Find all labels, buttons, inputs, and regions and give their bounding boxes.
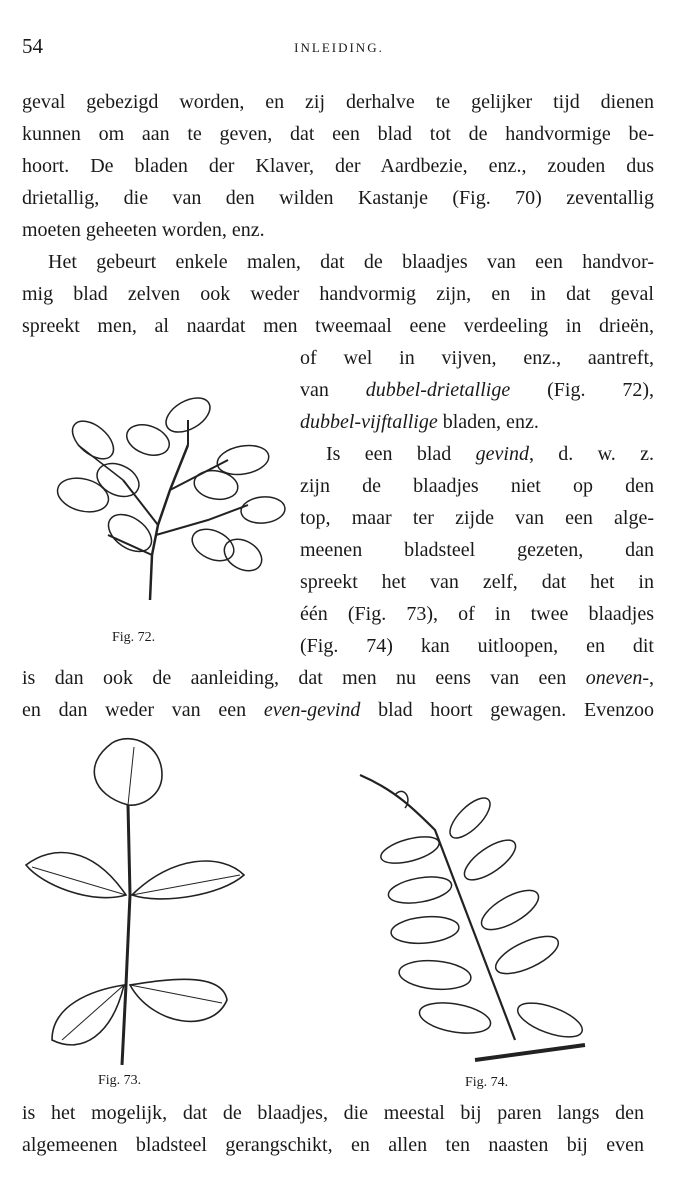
text-run: , [649,667,654,689]
figure-72-leaf-illustration [38,385,288,605]
text-line: kunnen om aan te geven, dat een blad tot de handvormige be- [22,123,654,145]
text-run: en dan weder van een [22,699,264,721]
text-run: van [300,379,366,401]
figure-73-caption: Fig. 73. [98,1073,142,1088]
text-line: Het gebeurt enkele malen, dat de blaadjes van een handvor- [48,251,654,273]
text-line: algemeenen bladsteel gerangschikt, en allen ten naasten bij even [22,1134,644,1156]
paragraph-continuation [22,662,654,726]
term-even-gevind: even-gevind [263,699,361,721]
text-line: spreekt het van zelf, dat het in [300,571,654,593]
text-line: (Fig. 74) kan uitloopen, en dit [300,635,654,657]
text-line: top, maar ter zijde van een alge- [300,507,654,529]
double-trifoliate-leaf-drawing [38,385,288,605]
text-run: bladen, enz. [437,411,539,433]
text-line [300,406,654,438]
text-line [22,694,654,726]
figure-73-leaf-illustration [22,735,252,1065]
term-dubbel-drietallige: dubbel-drietallige [365,379,511,401]
text-line: hoort. De bladen der Klaver, der Aardbezie, enz., zouden dus [22,155,654,177]
text-run: blad hoort gewagen. Evenzoo [360,699,654,721]
text-line [22,662,654,694]
page-number: 54 [22,34,43,58]
figure-74-caption: Fig. 74. [465,1075,509,1090]
wrapped-paragraph [300,342,654,662]
text-line: spreekt men, al naardat men tweemaal eene verdeeling in drieën, [22,315,654,337]
text-line: moeten geheeten worden, enz. [22,219,265,241]
text-line: één (Fig. 73), of in twee blaadjes [300,603,654,625]
text-line: geval gebezigd worden, en zij derhalve te gelijker tijd dienen [22,91,654,113]
term-oneven: oneven- [585,667,649,689]
text-line: mig blad zelven ook weder handvormig zijn, en in dat geval [22,283,654,305]
term-gevind: gevind [475,443,529,465]
text-line: drietallig, die van den wilden Kastanje (Fig. 70) zeventallig [22,187,654,209]
text-run: Is een blad [326,443,476,465]
paragraph-1 [22,86,654,342]
even-pinnate-leaf-drawing [355,770,605,1070]
text-run: , d. w. z. [528,443,654,465]
text-run: is dan ook de aanleiding, dat men nu eens van een [22,667,586,689]
page-header [22,34,656,64]
paragraph-bottom [22,1097,644,1161]
text-line: meenen bladsteel gezeten, dan [300,539,654,561]
figure-74-leaf-illustration [355,770,605,1070]
text-line: zijn de blaadjes niet op den [300,475,654,497]
running-title: INLEIDING. [294,40,384,55]
odd-pinnate-leaf-drawing [22,735,252,1065]
figure-72-caption: Fig. 72. [112,630,156,645]
text-line [300,374,654,406]
text-line: is het mogelijk, dat de blaadjes, die meestal bij paren langs den [22,1102,644,1124]
text-run: (Fig. 72), [510,379,654,401]
text-line [300,438,654,470]
term-dubbel-vijftallige: dubbel-vijftallige [300,411,438,433]
text-line: of wel in vijven, enz., aantreft, [300,347,654,369]
